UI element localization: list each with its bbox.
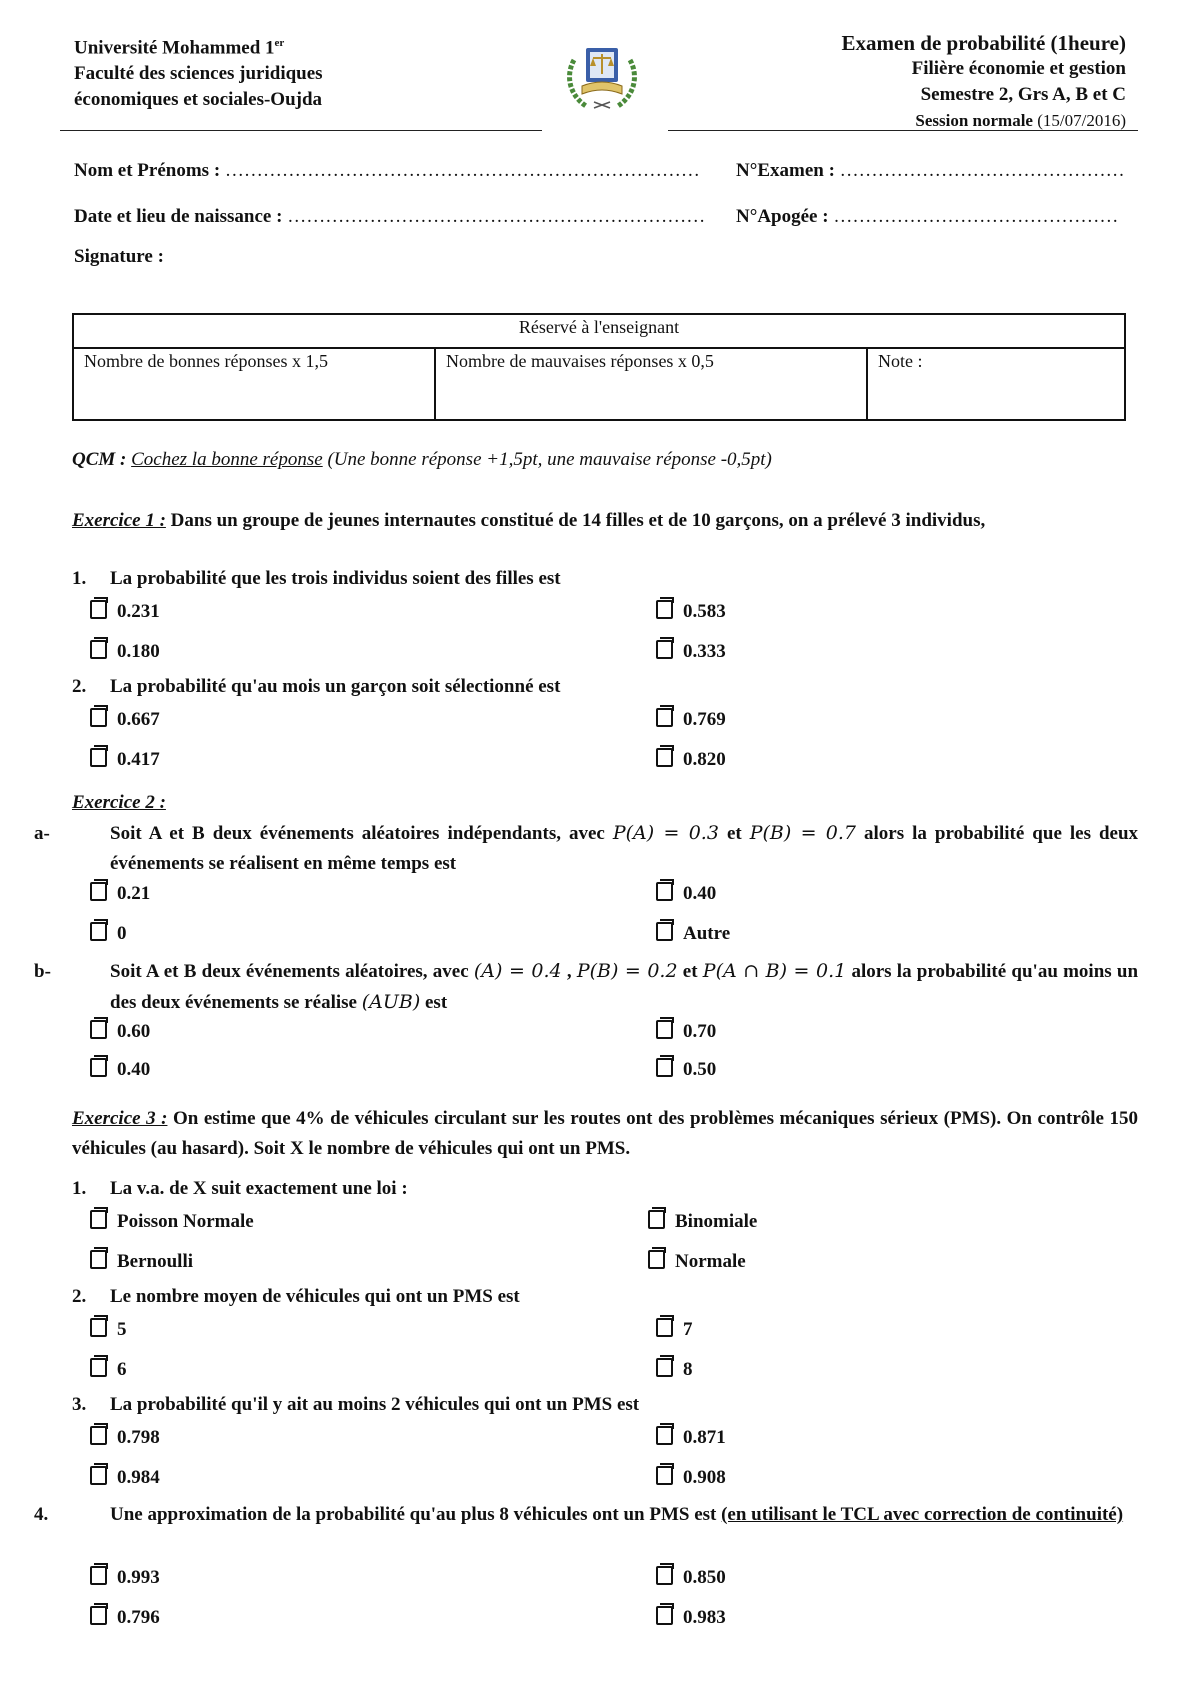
ex1-q1-opt-c[interactable]: 0.180 [90, 640, 160, 663]
checkbox-icon[interactable] [656, 1426, 673, 1445]
exam-info-block [842, 30, 1126, 134]
ex2-qb-opt-b[interactable]: 0.70 [656, 1020, 716, 1043]
ex2-title: Exercice 2 : [72, 792, 166, 813]
teacher-reserved-table [72, 313, 1126, 421]
checkbox-icon[interactable] [656, 748, 673, 767]
ex1-q2-opt-a[interactable]: 0.667 [90, 708, 160, 731]
checkbox-icon[interactable] [90, 922, 107, 941]
ex3-q4-opt-b[interactable]: 0.850 [656, 1566, 726, 1589]
signature-field[interactable]: Signature : [74, 246, 164, 267]
checkbox-icon[interactable] [656, 1058, 673, 1077]
ex3-q1: 1. La v.a. de X suit exactement une loi : [72, 1178, 408, 1199]
checkbox-icon[interactable] [90, 1426, 107, 1445]
university-logo [560, 42, 644, 114]
exam-semester: Semestre 2, Grs A, B et C [920, 84, 1126, 105]
ex3-q4-opt-d[interactable]: 0.983 [656, 1606, 726, 1629]
checkbox-icon[interactable] [90, 1566, 107, 1585]
ex2-qa-opt-c[interactable]: 0 [90, 922, 127, 945]
checkbox-icon[interactable] [90, 748, 107, 767]
apogee-field[interactable]: N°Apogée : ……………………………………… [736, 206, 1119, 227]
ex1-q2-opt-d[interactable]: 0.820 [656, 748, 726, 771]
ex3-q2-opt-a[interactable]: 5 [90, 1318, 127, 1341]
ex1-q2: 2. La probabilité qu'au mois un garçon soit sélectionné est [72, 676, 561, 697]
ex1-q2-opt-c[interactable]: 0.417 [90, 748, 160, 771]
grade-cell: Note : [867, 348, 1125, 420]
ex2-qb: b- Soit A et B deux événements aléatoires, avec (A) = 0.4 , P(B) = 0.2 et P(A ∩ B) = 0.1 alors la probabilité qu'au moins un des deux événements se réalise (AUB) est [34, 960, 1139, 1013]
ex2-qb-opt-d[interactable]: 0.50 [656, 1058, 716, 1081]
checkbox-icon[interactable] [90, 1058, 107, 1077]
checkbox-icon[interactable] [90, 882, 107, 901]
ex2-qa-opt-d[interactable]: Autre [656, 922, 730, 945]
ex1-intro: Exercice 1 : Dans un groupe de jeunes internautes constitué de 14 filles et de 10 garçons, on a prélevé 3 individus, [72, 510, 986, 531]
ex1-q1-opt-b[interactable]: 0.583 [656, 600, 726, 623]
exam-session: Session normale (15/07/2016) [915, 111, 1126, 130]
ex3-q3-opt-a[interactable]: 0.798 [90, 1426, 160, 1449]
ex2-qa-opt-a[interactable]: 0.21 [90, 882, 150, 905]
ex3-q2-opt-d[interactable]: 8 [656, 1358, 693, 1381]
checkbox-icon[interactable] [648, 1210, 665, 1229]
ex3-q1-opt-a[interactable]: Poisson Normale [90, 1210, 254, 1233]
checkbox-icon[interactable] [656, 1606, 673, 1625]
qcm-instruction: QCM : Cochez la bonne réponse (Une bonne réponse +1,5pt, une mauvaise réponse -0,5pt) [72, 449, 772, 470]
ex3-q4: 4. Une approximation de la probabilité qu'au plus 8 véhicules ont un PMS est (en utilisant le TCL avec correction de continuité) [34, 1504, 1124, 1525]
ex2-qb-opt-c[interactable]: 0.40 [90, 1058, 150, 1081]
checkbox-icon[interactable] [656, 1318, 673, 1337]
checkbox-icon[interactable] [648, 1250, 665, 1269]
ex3-q3: 3. La probabilité qu'il y ait au moins 2 véhicules qui ont un PMS est [72, 1394, 640, 1415]
ex1-q1-opt-a[interactable]: 0.231 [90, 600, 160, 623]
ex1-q1: 1. La probabilité que les trois individus soient des filles est [72, 568, 561, 589]
faculty-line-1: Faculté des sciences juridiques [74, 63, 323, 85]
ex3-q2: 2. Le nombre moyen de véhicules qui ont un PMS est [72, 1286, 520, 1307]
checkbox-icon[interactable] [90, 1318, 107, 1337]
checkbox-icon[interactable] [90, 708, 107, 727]
ex3-q4-opt-c[interactable]: 0.796 [90, 1606, 160, 1629]
ex3-q1-opt-b[interactable]: Binomiale [648, 1210, 757, 1233]
checkbox-icon[interactable] [656, 640, 673, 659]
checkbox-icon[interactable] [656, 1466, 673, 1485]
good-answers-cell: Nombre de bonnes réponses x 1,5 [73, 348, 435, 420]
birth-field[interactable]: Date et lieu de naissance : ………………………………………………………… [74, 206, 706, 227]
ex3-intro: Exercice 3 : On estime que 4% de véhicules circulant sur les routes ont des problèmes mécaniques sérieux (PMS). On contrôle 150 véhicules (au hasard). Soit X le nombre de véhicules qui ont un PMS. [72, 1108, 1139, 1159]
exam-program: Filière économie et gestion [911, 58, 1126, 79]
ex3-q3-opt-c[interactable]: 0.984 [90, 1466, 160, 1489]
ex1-q1-opt-d[interactable]: 0.333 [656, 640, 726, 663]
checkbox-icon[interactable] [656, 1566, 673, 1585]
university-block [74, 30, 323, 113]
checkbox-icon[interactable] [656, 882, 673, 901]
checkbox-icon[interactable] [656, 1020, 673, 1039]
ex3-q2-opt-c[interactable]: 6 [90, 1358, 127, 1381]
ex3-q4-opt-a[interactable]: 0.993 [90, 1566, 160, 1589]
header-rule-left [60, 130, 542, 131]
ex1-q2-opt-b[interactable]: 0.769 [656, 708, 726, 731]
ex3-q3-opt-d[interactable]: 0.908 [656, 1466, 726, 1489]
checkbox-icon[interactable] [656, 922, 673, 941]
checkbox-icon[interactable] [90, 1250, 107, 1269]
university-name: Université Mohammed 1er [74, 37, 285, 59]
teacher-table-header: Réservé à l'enseignant [73, 314, 1125, 348]
checkbox-icon[interactable] [90, 1020, 107, 1039]
checkbox-icon[interactable] [656, 600, 673, 619]
ex3-q3-opt-b[interactable]: 0.871 [656, 1426, 726, 1449]
faculty-line-2: économiques et sociales-Oujda [74, 89, 323, 111]
checkbox-icon[interactable] [90, 600, 107, 619]
ex3-q2-opt-b[interactable]: 7 [656, 1318, 693, 1341]
checkbox-icon[interactable] [90, 1210, 107, 1229]
ex3-q1-opt-d[interactable]: Normale [648, 1250, 746, 1273]
checkbox-icon[interactable] [656, 1358, 673, 1377]
name-field[interactable]: Nom et Prénoms : ………………………………………………………………… [74, 160, 700, 181]
checkbox-icon[interactable] [656, 708, 673, 727]
exam-title: Examen de probabilité (1heure) [841, 31, 1126, 55]
checkbox-icon[interactable] [90, 1358, 107, 1377]
checkbox-icon[interactable] [90, 1466, 107, 1485]
ex3-q1-opt-c[interactable]: Bernoulli [90, 1250, 193, 1273]
ex2-qa: a- Soit A et B deux événements aléatoires indépendants, avec P(A) = 0.3 et P(B) = 0.7 alors la probabilité que les deux événements se réalisent en même temps est [34, 822, 1139, 874]
checkbox-icon[interactable] [90, 640, 107, 659]
ex2-qa-opt-b[interactable]: 0.40 [656, 882, 716, 905]
bad-answers-cell: Nombre de mauvaises réponses x 0,5 [435, 348, 867, 420]
exam-number-field[interactable]: N°Examen : ……………………………………… [736, 160, 1125, 181]
header-rule-right [668, 130, 1138, 131]
ex2-qb-opt-a[interactable]: 0.60 [90, 1020, 150, 1043]
checkbox-icon[interactable] [90, 1606, 107, 1625]
